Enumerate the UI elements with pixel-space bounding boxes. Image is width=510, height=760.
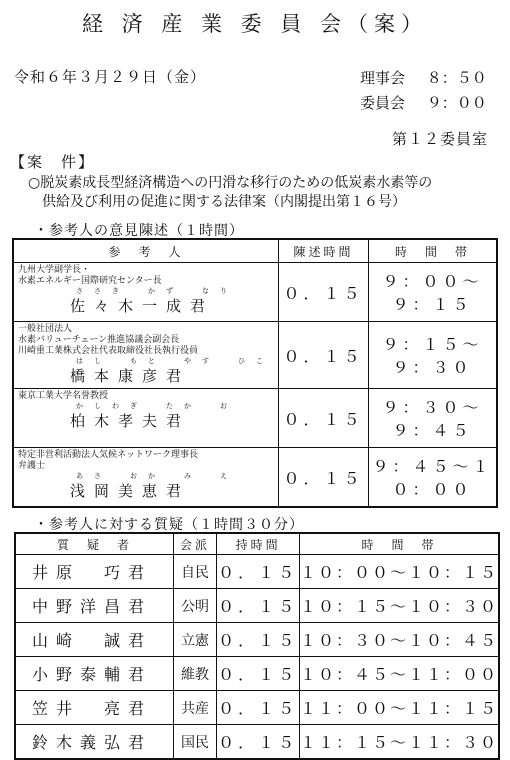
duration-cell: ０．１５	[279, 322, 369, 389]
duration-cell: ０．１５	[217, 589, 300, 623]
timeslot-cell: １１：１５～１１：３０	[299, 725, 499, 760]
bill-line-2: 供給及び利用の促進に関する法律案（内閣提出第１６号）	[42, 194, 406, 210]
witness-name: 浅岡美恵君	[70, 482, 191, 500]
schedule-block	[360, 66, 487, 116]
timeslot-cell: ９：１５～ ９：３０	[369, 322, 498, 389]
questioner-name: 山崎 誠君	[15, 623, 173, 657]
timeslot-cell: １１：００～１１：１５	[299, 691, 499, 725]
header-timeslot: 時 間 帯	[299, 533, 499, 555]
witness-affiliation: 一般社団法人 水素バリューチェーン推進協議会副会長 川崎重工業株式会社代表取締役社長執行役員	[18, 324, 199, 356]
party-cell: 国民	[173, 725, 216, 760]
document-title: 経 済 産 業 委 員 会（案）	[81, 12, 429, 36]
witness-name: 柏木孝夫君	[70, 412, 191, 430]
schedule-time: ８：５０	[426, 69, 487, 87]
duration-cell: ０．１５	[279, 263, 369, 322]
table-row	[15, 657, 499, 691]
witness-cell	[13, 263, 279, 322]
witness-name: 橋本康彦君	[70, 367, 191, 385]
table-header-row	[13, 239, 497, 263]
duration-cell: ０．１５	[217, 725, 300, 760]
party-cell: 共産	[173, 691, 216, 725]
timeslot-cell: ９：４５～１０：００	[369, 448, 498, 508]
case-heading: 【案 件】	[10, 153, 96, 171]
timeslot-cell: １０：４５～１１：００	[299, 657, 499, 691]
duration-cell: ０．１５	[217, 555, 300, 589]
witness-reading: あさ おか み え	[76, 472, 238, 480]
witness-cell	[13, 448, 279, 508]
table-row	[15, 589, 499, 623]
bill-line-1: ○脱炭素成長型経済構造への円滑な移行のための低炭素水素等の	[28, 175, 433, 191]
witness-reading: はし もと やす ひこ	[76, 357, 274, 365]
questioner-name: 井原 巧君	[15, 555, 173, 589]
header-allotted-time: 持時間	[217, 533, 300, 555]
party-cell: 立憲	[173, 623, 216, 657]
schedule-label: 理事会	[360, 69, 406, 87]
party-cell: 維教	[173, 657, 216, 691]
witness-affiliation: 東京工業大学名誉教授	[18, 391, 109, 401]
table-row	[15, 555, 499, 589]
duration-cell: ０．１５	[279, 389, 369, 448]
witness-name: 佐々木一成君	[70, 297, 215, 315]
header-duration: 陳述時間	[279, 239, 369, 263]
schedule-row-iinkai	[360, 91, 487, 116]
header-party: 会派	[173, 533, 216, 555]
duration-cell: ０．１５	[217, 623, 300, 657]
testimony-table	[12, 238, 503, 508]
timeslot-cell: １０：００～１０：１５	[299, 555, 499, 589]
questioner-name: 鈴木義弘君	[15, 725, 173, 760]
witness-cell	[13, 389, 279, 448]
schedule-row-riji	[360, 66, 487, 91]
timeslot-cell: ９：３０～ ９：４５	[369, 389, 498, 448]
schedule-label: 委員会	[360, 94, 406, 112]
table-row	[15, 725, 499, 760]
questioner-name: 小野泰輔君	[15, 657, 173, 691]
header-witness: 参 考 人	[13, 239, 279, 263]
duration-cell: ０．１５	[217, 691, 300, 725]
timeslot-cell: １０：３０～１０：４５	[299, 623, 499, 657]
questioner-name: 中野洋昌君	[15, 589, 173, 623]
questioning-table	[14, 532, 500, 760]
witness-reading: かしわぎ たか お	[76, 402, 238, 410]
section-testimony-title: ・参考人の意見陳述（１時間）	[34, 223, 244, 239]
bill-description	[28, 174, 498, 212]
table-row	[13, 263, 497, 322]
table-row	[13, 389, 497, 448]
header-timeslot: 時 間 帯	[369, 239, 498, 263]
party-cell: 公明	[173, 589, 216, 623]
table-row	[13, 322, 497, 389]
section-questioning-title: ・参考人に対する質疑（１時間３０分）	[34, 517, 304, 533]
duration-cell: ０．１５	[279, 448, 369, 508]
timeslot-cell: ９：００～ ９：１５	[369, 263, 498, 322]
meeting-room: 第１２委員室	[392, 130, 489, 148]
questioner-name: 笠井 亮君	[15, 691, 173, 725]
header-questioner: 質 疑 者	[15, 533, 173, 555]
table-row	[15, 691, 499, 725]
meeting-date: 令和６年３月２９日（金）	[14, 68, 207, 86]
duration-cell: ０．１５	[217, 657, 300, 691]
party-cell: 自民	[173, 555, 216, 589]
witness-reading: ささき かず なり	[76, 287, 238, 295]
witness-cell	[13, 322, 279, 389]
table-header-row	[15, 533, 499, 555]
table-row	[13, 448, 497, 508]
schedule-time: ９：００	[426, 94, 487, 112]
witness-affiliation: 九州大学副学長・ 水素エネルギー国際研究センター長	[18, 265, 162, 286]
witness-affiliation: 特定非営利活動法人気候ネットワーク理事長 弁護士	[18, 450, 199, 471]
timeslot-cell: １０：１５～１０：３０	[299, 589, 499, 623]
table-row	[15, 623, 499, 657]
